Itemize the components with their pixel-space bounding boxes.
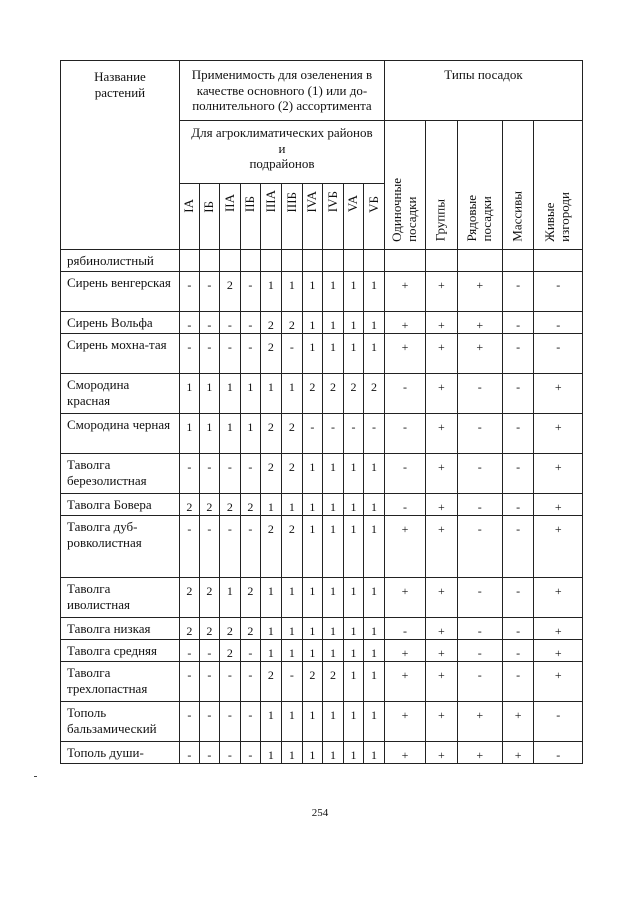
applicability-cell: 1 [302, 702, 322, 742]
applicability-cell: 2 [219, 272, 240, 312]
applicability-cell: 1 [343, 312, 363, 334]
planting-type-cell: + [426, 662, 458, 702]
planting-type-cell: + [457, 312, 502, 334]
planting-type-cell: + [534, 662, 583, 702]
applicability-cell: 2 [260, 414, 281, 454]
applicability-cell: 2 [302, 374, 322, 414]
applicability-cell: 1 [363, 312, 384, 334]
applicability-cell: 2 [343, 374, 363, 414]
applicability-cell: - [219, 662, 240, 702]
applicability-cell: 1 [343, 618, 363, 640]
applicability-cell: 2 [179, 618, 199, 640]
planting-type-cell [502, 250, 534, 272]
region-code-header: VБ [363, 184, 384, 250]
planting-type-cell: + [385, 272, 426, 312]
applicability-cell: - [240, 516, 260, 578]
applicability-cell: 2 [240, 494, 260, 516]
applicability-cell: - [240, 272, 260, 312]
planting-type-cell: - [385, 414, 426, 454]
applicability-cell: - [219, 702, 240, 742]
planting-type-cell: - [385, 454, 426, 494]
applicability-cell [219, 250, 240, 272]
applicability-cell: 1 [260, 702, 281, 742]
applicability-cell: 2 [219, 494, 240, 516]
applicability-cell: 1 [363, 272, 384, 312]
plant-row [61, 312, 583, 334]
planting-type-cell: + [534, 618, 583, 640]
applicability-cell: 2 [219, 618, 240, 640]
applicability-cell: 1 [302, 272, 322, 312]
applicability-cell: 2 [179, 578, 199, 618]
applicability-cell: 2 [260, 312, 281, 334]
plant-row [61, 702, 583, 742]
applicability-cell: 1 [240, 374, 260, 414]
planting-type-cell: - [457, 662, 502, 702]
planting-type-cell: + [534, 494, 583, 516]
plant-row [61, 742, 583, 764]
applicability-cell: 1 [343, 578, 363, 618]
planting-type-cell: + [534, 374, 583, 414]
applicability-cell: - [199, 454, 219, 494]
planting-type-cell: + [426, 414, 458, 454]
planting-type-cell: + [426, 516, 458, 578]
applicability-cell: 2 [179, 494, 199, 516]
applicability-cell: - [240, 662, 260, 702]
planting-type-cell: + [385, 640, 426, 662]
plant-name-cell: Смородина красная [61, 374, 180, 414]
agro-regions-header: Для агроклиматических районов и подрайонов [179, 121, 384, 184]
planting-type-cell: + [426, 374, 458, 414]
planting-type-cell [385, 250, 426, 272]
planting-type-header: Рядовые посадки [457, 121, 502, 250]
applicability-cell: 1 [281, 374, 302, 414]
applicability-cell: - [240, 702, 260, 742]
applicability-cell: 2 [322, 374, 343, 414]
applicability-cell: 1 [363, 454, 384, 494]
applicability-cell: 1 [363, 334, 384, 374]
planting-type-header: Группы [426, 121, 458, 250]
planting-type-cell: + [534, 414, 583, 454]
applicability-cell: 1 [343, 494, 363, 516]
applicability-cell: 1 [302, 742, 322, 764]
applicability-cell: 1 [322, 454, 343, 494]
applicability-cell: 1 [260, 494, 281, 516]
region-code-header: IVБ [322, 184, 343, 250]
planting-type-cell: - [502, 662, 534, 702]
applicability-cell: - [199, 640, 219, 662]
planting-type-cell: - [457, 494, 502, 516]
applicability-cell: 1 [260, 272, 281, 312]
planting-type-cell: + [534, 640, 583, 662]
planting-type-cell: + [457, 272, 502, 312]
margin-mark [34, 776, 37, 777]
plant-name-cell: Таволга Бовера [61, 494, 180, 516]
plant-row [61, 374, 583, 414]
applicability-cell: 1 [219, 374, 240, 414]
plant-name-cell: Тополь бальзамический [61, 702, 180, 742]
applicability-cell: 1 [302, 334, 322, 374]
applicability-cell: 2 [260, 334, 281, 374]
planting-type-header: Массивы [502, 121, 534, 250]
planting-type-cell: - [502, 414, 534, 454]
applicability-cell: 1 [363, 618, 384, 640]
plant-name-cell: Таволга березолистная [61, 454, 180, 494]
applicability-cell: 1 [260, 374, 281, 414]
plant-name-header: Название растений [61, 61, 180, 250]
planting-type-cell: - [457, 374, 502, 414]
applicability-cell: 1 [343, 702, 363, 742]
applicability-cell [343, 250, 363, 272]
applicability-cell: - [219, 454, 240, 494]
plant-name-cell: Тополь души- [61, 742, 180, 764]
applicability-cell: - [199, 742, 219, 764]
applicability-cell: 1 [281, 494, 302, 516]
applicability-cell: 1 [343, 662, 363, 702]
applicability-cell: 1 [219, 414, 240, 454]
planting-type-cell: + [385, 702, 426, 742]
applicability-cell [260, 250, 281, 272]
applicability-cell: 1 [343, 742, 363, 764]
applicability-cell: - [363, 414, 384, 454]
planting-type-cell: + [426, 454, 458, 494]
applicability-cell: 1 [260, 578, 281, 618]
planting-type-cell: - [502, 272, 534, 312]
applicability-cell: - [179, 640, 199, 662]
applicability-cell [281, 250, 302, 272]
planting-type-cell: + [457, 334, 502, 374]
planting-type-cell: - [385, 494, 426, 516]
applicability-cell: 2 [281, 516, 302, 578]
applicability-cell: 1 [322, 702, 343, 742]
planting-type-cell: + [426, 312, 458, 334]
planting-type-cell: - [534, 272, 583, 312]
applicability-cell: 1 [322, 618, 343, 640]
applicability-cell: 2 [281, 312, 302, 334]
plant-row [61, 578, 583, 618]
applicability-cell: 1 [322, 272, 343, 312]
planting-type-cell: + [457, 702, 502, 742]
applicability-cell: 2 [219, 640, 240, 662]
planting-type-cell: - [502, 494, 534, 516]
applicability-cell: - [199, 312, 219, 334]
planting-type-cell: + [385, 312, 426, 334]
applicability-cell: 2 [240, 578, 260, 618]
applicability-cell: 1 [343, 334, 363, 374]
applicability-cell: - [240, 334, 260, 374]
plant-table-container [60, 60, 583, 764]
applicability-cell: 2 [322, 662, 343, 702]
planting-type-cell: + [426, 618, 458, 640]
applicability-cell: 1 [260, 618, 281, 640]
plant-name-cell: Таволга иволистная [61, 578, 180, 618]
applicability-cell: 2 [281, 454, 302, 494]
applicability-cell: 1 [322, 516, 343, 578]
planting-type-cell: - [457, 516, 502, 578]
applicability-cell: 1 [363, 640, 384, 662]
plant-rows [61, 250, 583, 764]
applicability-cell: - [343, 414, 363, 454]
applicability-cell: 1 [322, 578, 343, 618]
applicability-cell: - [199, 662, 219, 702]
plant-name-cell: Сирень венгерская [61, 272, 180, 312]
applicability-cell: 2 [281, 414, 302, 454]
plant-name-cell: Сирень мохна-тая [61, 334, 180, 374]
planting-type-cell: - [457, 454, 502, 494]
planting-type-cell: + [385, 334, 426, 374]
planting-type-cell: - [385, 618, 426, 640]
planting-type-cell: - [502, 578, 534, 618]
page-number: 254 [311, 807, 329, 819]
planting-type-cell: - [457, 578, 502, 618]
applicability-cell: 1 [343, 272, 363, 312]
planting-type-cell: - [502, 618, 534, 640]
applicability-cell: 2 [199, 618, 219, 640]
planting-type-cell: - [534, 702, 583, 742]
planting-type-cell: - [457, 640, 502, 662]
plant-name-cell: Сирень Вольфа [61, 312, 180, 334]
plant-row [61, 454, 583, 494]
region-code-header: IIIБ [281, 184, 302, 250]
applicability-cell [199, 250, 219, 272]
planting-type-cell: - [457, 618, 502, 640]
applicability-cell: 1 [260, 742, 281, 764]
planting-type-cell: + [534, 454, 583, 494]
plant-row [61, 414, 583, 454]
applicability-cell: 1 [343, 454, 363, 494]
applicability-cell: 1 [199, 374, 219, 414]
applicability-cell: - [179, 516, 199, 578]
plant-row [61, 662, 583, 702]
planting-type-cell: + [385, 742, 426, 764]
applicability-cell: 2 [199, 494, 219, 516]
plant-name-cell: Таволга дуб-ровколистная [61, 516, 180, 578]
planting-type-cell: + [385, 516, 426, 578]
applicability-cell: 1 [199, 414, 219, 454]
applicability-cell: 1 [343, 516, 363, 578]
applicability-cell: 1 [363, 516, 384, 578]
planting-type-cell: + [502, 742, 534, 764]
applicability-cell [363, 250, 384, 272]
applicability-cell: 1 [322, 312, 343, 334]
applicability-cell: 1 [302, 618, 322, 640]
planting-type-cell: + [426, 578, 458, 618]
planting-type-cell: + [426, 494, 458, 516]
plant-name-cell: рябинолистный [61, 250, 180, 272]
applicability-cell: - [199, 516, 219, 578]
applicability-cell [179, 250, 199, 272]
applicability-cell: - [199, 702, 219, 742]
plant-row [61, 250, 583, 272]
planting-type-header: Живые изгороди [534, 121, 583, 250]
plant-name-cell: Таволга средняя [61, 640, 180, 662]
applicability-cell: 2 [363, 374, 384, 414]
applicability-cell: 2 [302, 662, 322, 702]
applicability-cell: - [219, 742, 240, 764]
planting-type-cell: - [502, 374, 534, 414]
plant-row [61, 334, 583, 374]
planting-type-cell: + [385, 662, 426, 702]
planting-type-cell: - [502, 334, 534, 374]
applicability-header: Применимость для озеленения в качестве основного (1) или до-полнительного (2) ассортимента [179, 61, 384, 121]
applicability-cell: 1 [322, 742, 343, 764]
plant-name-cell: Таволга трехлопастная [61, 662, 180, 702]
region-code-header: IБ [199, 184, 219, 250]
applicability-cell: - [240, 742, 260, 764]
applicability-cell: - [179, 272, 199, 312]
applicability-cell: 1 [302, 454, 322, 494]
applicability-cell: - [281, 334, 302, 374]
region-code-header: IA [179, 184, 199, 250]
applicability-cell: 1 [260, 640, 281, 662]
applicability-cell: 1 [302, 494, 322, 516]
applicability-cell [302, 250, 322, 272]
applicability-cell: 1 [363, 742, 384, 764]
planting-type-cell [534, 250, 583, 272]
applicability-cell: - [219, 516, 240, 578]
applicability-cell [240, 250, 260, 272]
applicability-cell: - [199, 272, 219, 312]
applicability-cell: 1 [322, 640, 343, 662]
plant-row [61, 516, 583, 578]
plant-row [61, 640, 583, 662]
region-code-header: IVA [302, 184, 322, 250]
region-code-header: IIA [219, 184, 240, 250]
applicability-cell: 1 [343, 640, 363, 662]
region-code-header: VA [343, 184, 363, 250]
applicability-cell: 1 [219, 578, 240, 618]
planting-type-cell: + [426, 272, 458, 312]
plant-row [61, 272, 583, 312]
applicability-cell: - [179, 742, 199, 764]
applicability-cell: - [240, 640, 260, 662]
applicability-cell: - [219, 334, 240, 374]
applicability-cell: 2 [240, 618, 260, 640]
region-code-header: IIБ [240, 184, 260, 250]
applicability-cell: - [179, 312, 199, 334]
planting-type-cell: + [502, 702, 534, 742]
applicability-cell: - [302, 414, 322, 454]
applicability-cell: - [240, 454, 260, 494]
applicability-cell: 1 [281, 702, 302, 742]
applicability-cell [322, 250, 343, 272]
applicability-cell: 1 [363, 494, 384, 516]
planting-type-cell: + [426, 702, 458, 742]
applicability-cell: 1 [281, 618, 302, 640]
applicability-cell: 1 [281, 640, 302, 662]
applicability-cell: - [240, 312, 260, 334]
planting-type-cell: + [426, 742, 458, 764]
plant-row [61, 494, 583, 516]
applicability-cell: - [179, 334, 199, 374]
applicability-cell: - [179, 454, 199, 494]
plant-name-cell: Смородина черная [61, 414, 180, 454]
planting-type-cell: + [426, 640, 458, 662]
plant-table [60, 60, 583, 764]
planting-type-cell: + [534, 578, 583, 618]
planting-type-cell: - [534, 334, 583, 374]
planting-type-cell: - [502, 454, 534, 494]
planting-type-cell: - [502, 516, 534, 578]
applicability-cell: 2 [199, 578, 219, 618]
plant-row [61, 618, 583, 640]
planting-type-header: Одиночные посадки [385, 121, 426, 250]
applicability-cell: 1 [281, 578, 302, 618]
applicability-cell: 1 [322, 334, 343, 374]
planting-type-cell: - [457, 414, 502, 454]
applicability-cell: 1 [302, 578, 322, 618]
applicability-cell: 1 [179, 374, 199, 414]
applicability-cell: 1 [281, 272, 302, 312]
applicability-cell: - [179, 662, 199, 702]
applicability-cell: 2 [260, 454, 281, 494]
planting-type-cell: + [426, 334, 458, 374]
planting-type-cell: + [534, 516, 583, 578]
planting-type-cell [457, 250, 502, 272]
applicability-cell: 1 [240, 414, 260, 454]
applicability-cell: - [219, 312, 240, 334]
applicability-cell: 1 [302, 516, 322, 578]
applicability-cell: - [179, 702, 199, 742]
planting-type-cell: + [457, 742, 502, 764]
applicability-cell: 1 [363, 702, 384, 742]
applicability-cell: 1 [363, 578, 384, 618]
applicability-cell: - [199, 334, 219, 374]
applicability-cell: 2 [260, 516, 281, 578]
planting-types-header: Типы посадок [385, 61, 583, 121]
applicability-cell: - [281, 662, 302, 702]
planting-type-cell: + [385, 578, 426, 618]
plant-name-cell: Таволга низкая [61, 618, 180, 640]
applicability-cell: 1 [302, 640, 322, 662]
planting-type-cell [426, 250, 458, 272]
region-code-header: IIIA [260, 184, 281, 250]
planting-type-cell: - [385, 374, 426, 414]
applicability-cell: - [322, 414, 343, 454]
applicability-cell: 1 [363, 662, 384, 702]
planting-type-cell: - [534, 312, 583, 334]
applicability-cell: 1 [302, 312, 322, 334]
applicability-cell: 1 [179, 414, 199, 454]
applicability-cell: 2 [260, 662, 281, 702]
planting-type-cell: - [502, 640, 534, 662]
applicability-cell: 1 [322, 494, 343, 516]
planting-type-cell: - [534, 742, 583, 764]
planting-type-cell: - [502, 312, 534, 334]
applicability-cell: 1 [281, 742, 302, 764]
